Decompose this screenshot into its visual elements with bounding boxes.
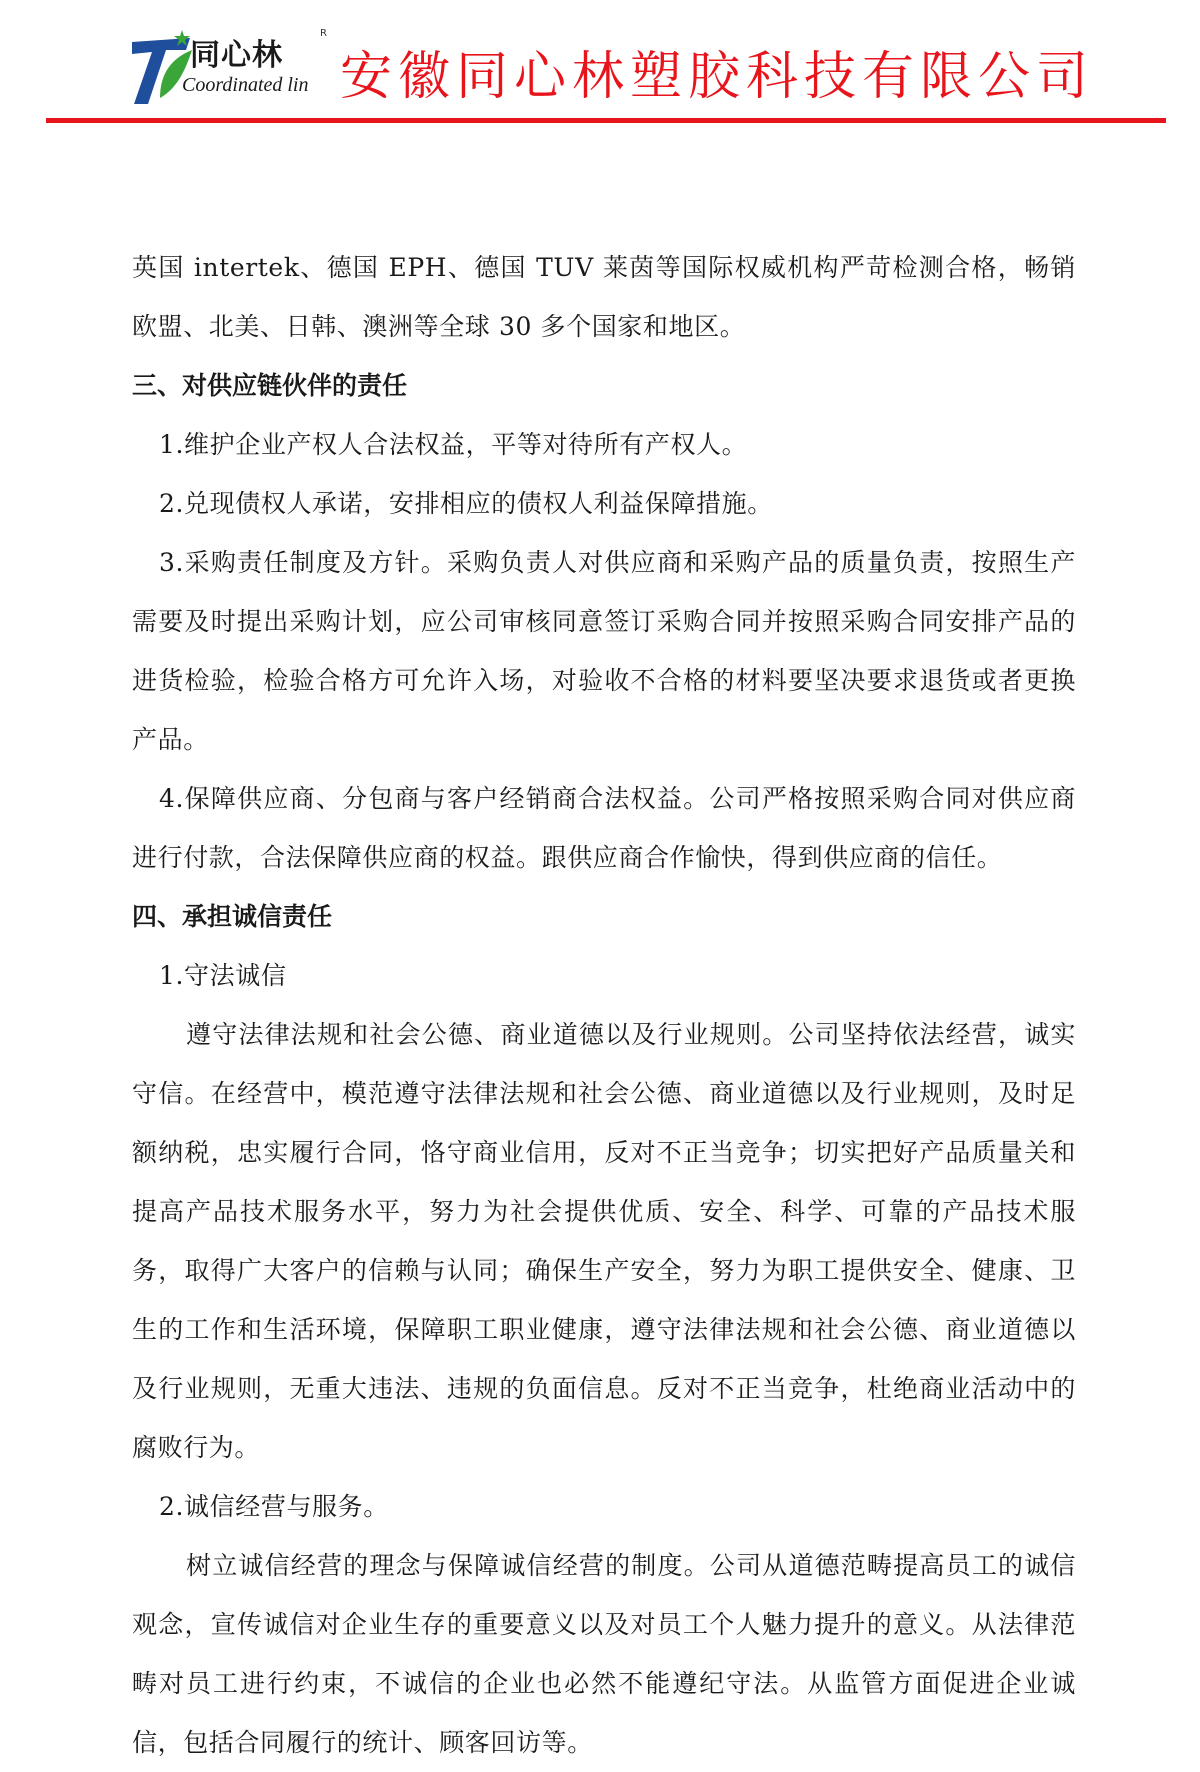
letterhead [0,0,1200,130]
registered-mark: R [320,28,327,39]
item-property-rights: 1.维护企业产权人合法权益，平等对待所有产权人。 [159,430,748,459]
section-heading-supply-chain: 三、对供应链伙伴的责任 [132,371,408,400]
item-procurement-policy: 3.采购责任制度及方针。采购负责人对供应商和采购产品的质量负责，按照生产需要及时提出采购计划，应公司审核同意签订采购合同并按照采购合同安排产品的进货检验，检验合格方可允许入场，对验收不合格的材料要坚决要求退货或者更换产品。 [132,548,1076,754]
paragraph-law-integrity: 遵守法律法规和社会公德、商业道德以及行业规则。公司坚持依法经营，诚实守信。在经营中，模范遵守法律法规和社会公德、商业道德以及行业规则，及时足额纳税，忠实履行合同，恪守商业信用，反对不正当竞争；切实把好产品质量关和提高产品技术服务水平，努力为社会提供优质、安全、科学、可靠的产品技术服务，取得广大客户的信赖与认同；确保生产安全，努力为职工提供安全、健康、卫生的工作和生活环境，保障职工职业健康，遵守法律法规和社会公德、商业道德以及行业规则，无重大违法、违规的负面信息。反对不正当竞争，杜绝商业活动中的腐败行为。 [132,1020,1076,1462]
document-body [132,238,1076,1772]
subheading-integrity-service: 2.诚信经营与服务。 [159,1492,389,1521]
logo-english-text: Coordinated lin [182,74,309,96]
section-heading-integrity: 四、承担诚信责任 [132,902,333,931]
logo-chinese-text: 同心林 [190,38,283,73]
company-logo [130,28,330,108]
item-creditor-commitment: 2.兑现债权人承诺，安排相应的债权人利益保障措施。 [159,489,773,518]
paragraph-certifications: 英国 intertek、德国 EPH、德国 TUV 莱茵等国际权威机构严苛检测合格，畅销欧盟、北美、日韩、澳洲等全球 30 多个国家和地区。 [132,253,1076,341]
company-name: 安徽同心林塑胶科技有限公司 [340,47,1095,107]
subheading-law-integrity: 1.守法诚信 [159,961,287,990]
item-supplier-rights: 4.保障供应商、分包商与客户经销商合法权益。公司严格按照采购合同对供应商进行付款，合法保障供应商的权益。跟供应商合作愉快，得到供应商的信任。 [132,784,1076,872]
paragraph-integrity-service: 树立诚信经营的理念与保障诚信经营的制度。公司从道德范畴提高员工的诚信观念，宣传诚信对企业生存的重要意义以及对员工个人魅力提升的意义。从法律范畴对员工进行约束，不诚信的企业也必然不能遵纪守法。从监管方面促进企业诚信，包括合同履行的统计、顾客回访等。 [132,1551,1076,1757]
header-divider [46,118,1166,123]
